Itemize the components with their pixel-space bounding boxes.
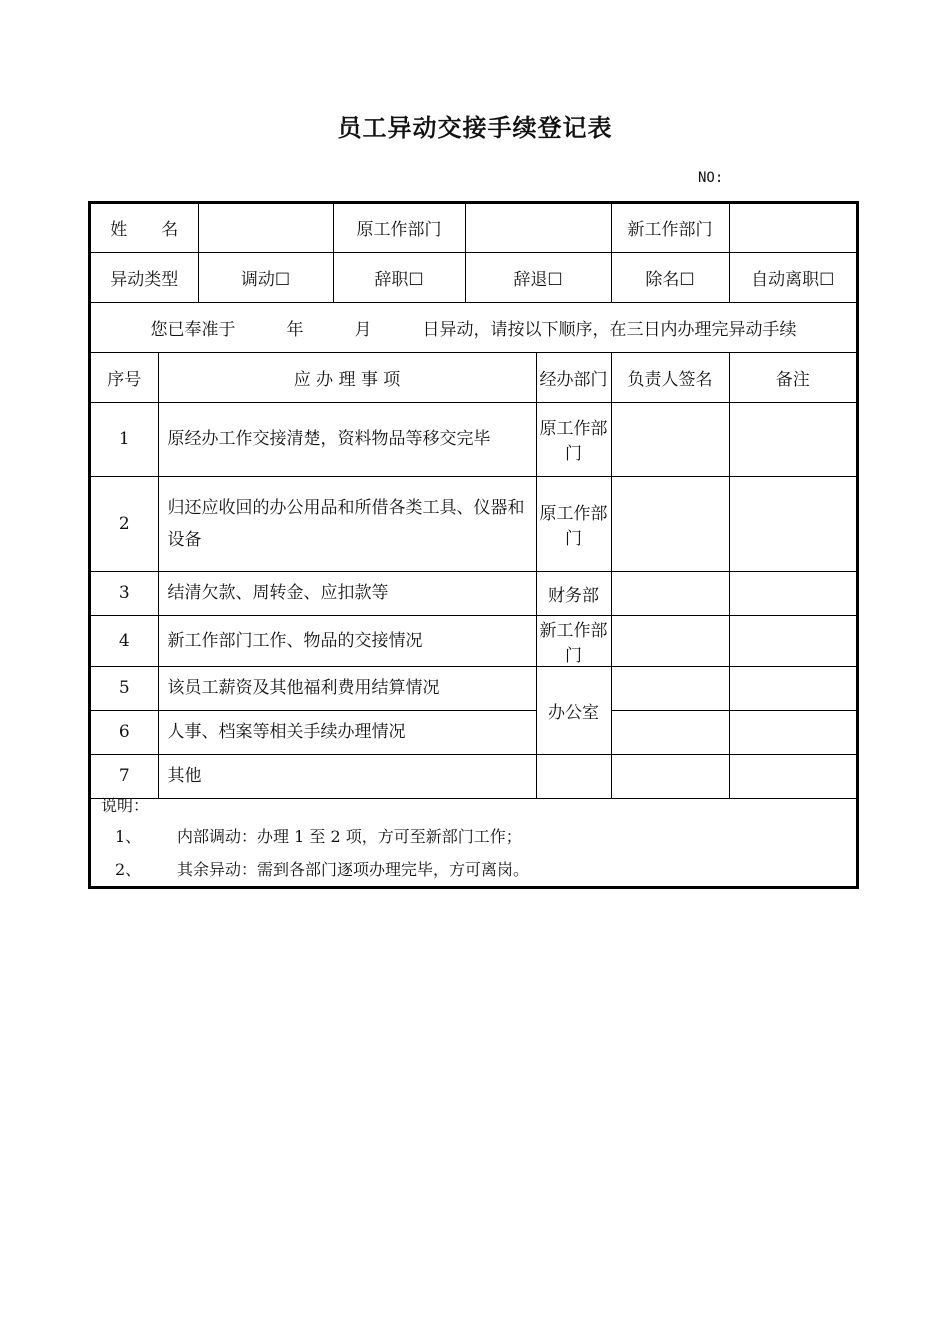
row-sign-field[interactable] bbox=[611, 710, 729, 754]
page-title: 员工异动交接手续登记表 bbox=[337, 114, 613, 142]
new-dept-field[interactable] bbox=[729, 204, 856, 252]
row-number: 1 bbox=[91, 402, 158, 476]
row-sign-field[interactable] bbox=[611, 615, 729, 666]
type-option-leave[interactable]: 自动离职☐ bbox=[729, 252, 856, 302]
note-number: 1、 bbox=[115, 827, 142, 846]
note-number: 2、 bbox=[115, 860, 142, 879]
note-item bbox=[101, 853, 841, 886]
notes-section bbox=[101, 792, 841, 886]
row-note-field[interactable] bbox=[729, 615, 856, 666]
header-row-type bbox=[91, 252, 856, 302]
table-row bbox=[91, 710, 856, 754]
form-number-label: NO: bbox=[698, 170, 724, 186]
row-dept: 原工作部门 bbox=[536, 476, 611, 571]
row-number: 3 bbox=[91, 571, 158, 615]
table-row bbox=[91, 666, 856, 710]
table-row bbox=[91, 402, 856, 476]
table-row bbox=[91, 571, 856, 615]
row-item: 新工作部门工作、物品的交接情况 bbox=[158, 615, 536, 666]
row-note-field[interactable] bbox=[729, 710, 856, 754]
type-option-remove[interactable]: 除名☐ bbox=[611, 252, 729, 302]
note-text: 其余异动：需到各部门逐项办理完毕，方可离岗。 bbox=[177, 860, 530, 879]
row-item: 其他 bbox=[158, 754, 536, 798]
table-row bbox=[91, 615, 856, 666]
col-header-sign: 负责人签名 bbox=[611, 352, 729, 402]
row-dept: 新工作部门 bbox=[536, 615, 611, 666]
row-number: 2 bbox=[91, 476, 158, 571]
approval-sentence: 您已奉准于 年 月 日异动，请按以下顺序，在三日内办理完异动手续 bbox=[91, 302, 856, 352]
type-option-transfer[interactable]: 调动☐ bbox=[198, 252, 333, 302]
note-item bbox=[101, 820, 841, 853]
name-field[interactable] bbox=[198, 204, 333, 252]
row-note-field[interactable] bbox=[729, 476, 856, 571]
row-note-field[interactable] bbox=[729, 402, 856, 476]
row-sign-field[interactable] bbox=[611, 571, 729, 615]
col-header-no: 序号 bbox=[91, 352, 158, 402]
row-item: 归还应收回的办公用品和所借各类工具、仪器和设备 bbox=[158, 476, 536, 571]
row-number: 5 bbox=[91, 666, 158, 710]
row-item: 人事、档案等相关手续办理情况 bbox=[158, 710, 536, 754]
approval-row bbox=[91, 302, 856, 352]
row-note-field[interactable] bbox=[729, 571, 856, 615]
col-header-dept: 经办部门 bbox=[536, 352, 611, 402]
row-dept: 原工作部门 bbox=[536, 402, 611, 476]
row-sign-field[interactable] bbox=[611, 666, 729, 710]
note-text: 内部调动：办理 1 至 2 项，方可至新部门工作； bbox=[177, 827, 522, 846]
type-label: 异动类型 bbox=[91, 252, 198, 302]
row-note-field[interactable] bbox=[729, 666, 856, 710]
header-row-name bbox=[91, 204, 856, 252]
form-frame bbox=[88, 201, 859, 889]
notes-title: 说明： bbox=[101, 796, 150, 815]
type-option-dismiss[interactable]: 辞退☐ bbox=[465, 252, 611, 302]
col-header-item: 应 办 理 事 项 bbox=[158, 352, 536, 402]
row-number: 4 bbox=[91, 615, 158, 666]
orig-dept-label: 原工作部门 bbox=[333, 204, 465, 252]
row-sign-field[interactable] bbox=[611, 402, 729, 476]
row-item: 该员工薪资及其他福利费用结算情况 bbox=[158, 666, 536, 710]
row-dept: 财务部 bbox=[536, 571, 611, 615]
row-item: 原经办工作交接清楚，资料物品等移交完毕 bbox=[158, 402, 536, 476]
handover-form-table bbox=[91, 204, 856, 799]
column-header-row bbox=[91, 352, 856, 402]
row-number: 7 bbox=[91, 754, 158, 798]
new-dept-label: 新工作部门 bbox=[611, 204, 729, 252]
type-option-resign[interactable]: 辞职☐ bbox=[333, 252, 465, 302]
col-header-note: 备注 bbox=[729, 352, 856, 402]
name-label: 姓 名 bbox=[91, 204, 198, 252]
table-row bbox=[91, 476, 856, 571]
row-item: 结清欠款、周转金、应扣款等 bbox=[158, 571, 536, 615]
row-dept: 办公室 bbox=[536, 666, 611, 754]
row-number: 6 bbox=[91, 710, 158, 754]
row-sign-field[interactable] bbox=[611, 476, 729, 571]
orig-dept-field[interactable] bbox=[465, 204, 611, 252]
